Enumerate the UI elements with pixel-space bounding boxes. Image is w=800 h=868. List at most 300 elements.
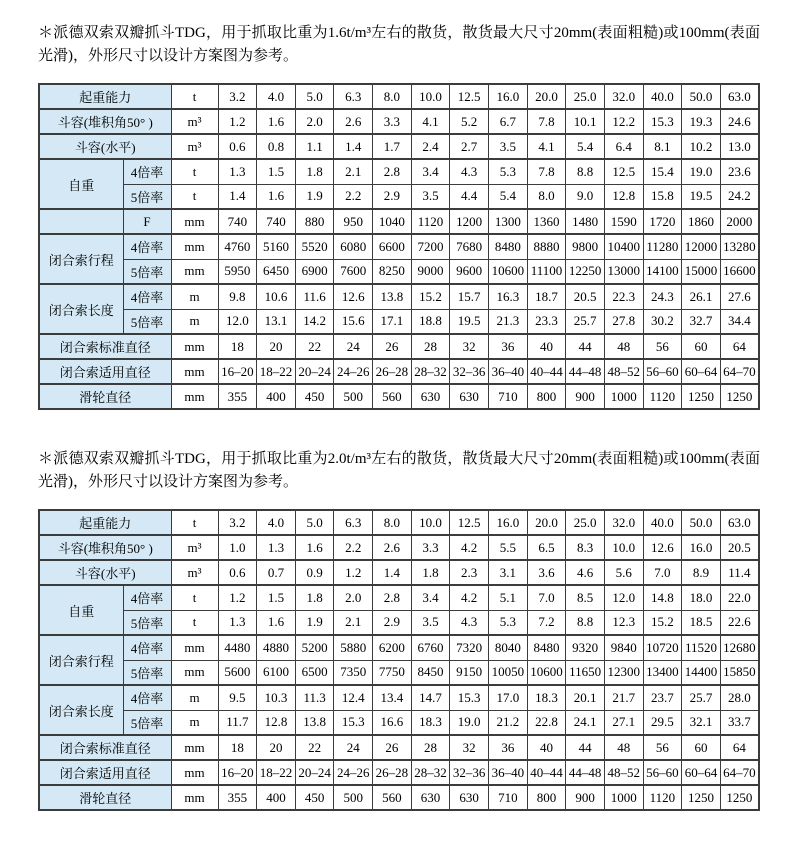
value-cell: 27.1 xyxy=(604,710,643,735)
value-cell: 450 xyxy=(295,384,334,409)
value-cell: 1.6 xyxy=(295,535,334,560)
value-cell: 1480 xyxy=(566,209,605,234)
value-cell: 9320 xyxy=(566,635,605,660)
value-cell: 20.5 xyxy=(720,535,759,560)
value-cell: 1.3 xyxy=(257,535,296,560)
value-cell: 9840 xyxy=(604,635,643,660)
table-row xyxy=(39,710,759,735)
value-cell: 29.5 xyxy=(643,710,682,735)
value-cell: 36 xyxy=(489,735,528,760)
value-cell: 0.8 xyxy=(257,134,296,159)
value-cell: 6600 xyxy=(373,234,412,259)
value-cell: 15000 xyxy=(682,259,721,284)
value-cell: 23.7 xyxy=(643,685,682,710)
value-cell: 8.5 xyxy=(566,585,605,610)
value-cell: 40–44 xyxy=(527,359,566,384)
value-cell: 27.8 xyxy=(604,309,643,334)
value-cell: 6.4 xyxy=(604,134,643,159)
value-cell: 21.2 xyxy=(489,710,528,735)
row-label: 闭合索行程 xyxy=(39,234,123,284)
value-cell: 1120 xyxy=(643,384,682,409)
value-cell: 12.8 xyxy=(604,184,643,209)
value-cell: 18.7 xyxy=(527,284,566,309)
value-cell: 12.5 xyxy=(450,84,489,109)
value-cell: 4.6 xyxy=(566,560,605,585)
value-cell: 19.0 xyxy=(450,710,489,735)
value-cell: 2.6 xyxy=(373,535,412,560)
value-cell: 60–64 xyxy=(682,760,721,785)
value-cell: 12.8 xyxy=(257,710,296,735)
value-cell: 4880 xyxy=(257,635,296,660)
value-cell: 4760 xyxy=(218,234,257,259)
value-cell: 8480 xyxy=(527,635,566,660)
value-cell: 1250 xyxy=(720,384,759,409)
value-cell: 15.7 xyxy=(450,284,489,309)
value-cell: 8450 xyxy=(411,660,450,685)
value-cell: 7200 xyxy=(411,234,450,259)
value-cell: 400 xyxy=(257,785,296,810)
value-cell: 5.4 xyxy=(566,134,605,159)
value-cell: 6100 xyxy=(257,660,296,685)
table-row xyxy=(39,610,759,635)
value-cell: 15.2 xyxy=(411,284,450,309)
value-cell: 9.8 xyxy=(218,284,257,309)
value-cell: 24–26 xyxy=(334,760,373,785)
value-cell: 3.4 xyxy=(411,585,450,610)
row-label: 闭合索标准直径 xyxy=(39,334,171,359)
value-cell: 6.7 xyxy=(489,109,528,134)
value-cell: 3.6 xyxy=(527,560,566,585)
value-cell: 1.8 xyxy=(411,560,450,585)
value-cell: 11650 xyxy=(566,660,605,685)
row-sub-label: F xyxy=(123,209,171,234)
unit-cell: m³ xyxy=(171,560,218,585)
intro-paragraph-2: ＊派德双索双瓣抓斗TDG，用于抓取比重为2.0t/m³左右的散货，散货最大尺寸20mm(表面粗糙)或100mm(表面光滑)，外形尺寸以设计方案图为参考。 xyxy=(38,451,760,490)
value-cell: 22.0 xyxy=(720,585,759,610)
value-cell: 11.6 xyxy=(295,284,334,309)
value-cell: 900 xyxy=(566,384,605,409)
value-cell: 13.4 xyxy=(373,685,412,710)
value-cell: 5200 xyxy=(295,635,334,660)
value-cell: 56–60 xyxy=(643,359,682,384)
value-cell: 48 xyxy=(604,735,643,760)
value-cell: 9150 xyxy=(450,660,489,685)
row-sub-label: 4倍率 xyxy=(123,159,171,184)
value-cell: 1.6 xyxy=(257,109,296,134)
value-cell: 560 xyxy=(373,384,412,409)
value-cell: 12.4 xyxy=(334,685,373,710)
unit-cell: mm xyxy=(171,660,218,685)
value-cell: 2.9 xyxy=(373,184,412,209)
table-row xyxy=(39,685,759,710)
value-cell: 9.5 xyxy=(218,685,257,710)
value-cell: 36 xyxy=(489,334,528,359)
value-cell: 23.6 xyxy=(720,159,759,184)
value-cell: 15.6 xyxy=(334,309,373,334)
value-cell: 19.5 xyxy=(682,184,721,209)
value-cell: 8.1 xyxy=(643,134,682,159)
value-cell: 25.7 xyxy=(566,309,605,334)
value-cell: 2.8 xyxy=(373,159,412,184)
value-cell: 14400 xyxy=(682,660,721,685)
table-row xyxy=(39,359,759,384)
row-sub-label: 4倍率 xyxy=(123,284,171,309)
value-cell: 6.3 xyxy=(334,510,373,535)
row-label: 起重能力 xyxy=(39,84,171,109)
value-cell: 6760 xyxy=(411,635,450,660)
table-row xyxy=(39,159,759,184)
value-cell: 6080 xyxy=(334,234,373,259)
value-cell: 1300 xyxy=(489,209,528,234)
value-cell: 13.0 xyxy=(720,134,759,159)
value-cell: 22 xyxy=(295,735,334,760)
value-cell: 8.0 xyxy=(373,84,412,109)
table-row xyxy=(39,635,759,660)
value-cell: 4480 xyxy=(218,635,257,660)
value-cell: 27.6 xyxy=(720,284,759,309)
unit-cell: mm xyxy=(171,384,218,409)
value-cell: 2.2 xyxy=(334,184,373,209)
value-cell: 1.9 xyxy=(295,610,334,635)
value-cell: 25.0 xyxy=(566,510,605,535)
unit-cell: m xyxy=(171,284,218,309)
value-cell: 32.7 xyxy=(682,309,721,334)
row-label: 闭合索长度 xyxy=(39,685,123,735)
value-cell: 32.0 xyxy=(604,84,643,109)
value-cell: 1200 xyxy=(450,209,489,234)
value-cell: 21.7 xyxy=(604,685,643,710)
row-label: 滑轮直径 xyxy=(39,785,171,810)
value-cell: 44 xyxy=(566,735,605,760)
row-label: 滑轮直径 xyxy=(39,384,171,409)
value-cell: 12680 xyxy=(720,635,759,660)
value-cell: 11.3 xyxy=(295,685,334,710)
value-cell: 5.4 xyxy=(489,184,528,209)
value-cell: 450 xyxy=(295,785,334,810)
value-cell: 64 xyxy=(720,334,759,359)
value-cell: 1.4 xyxy=(218,184,257,209)
value-cell: 7750 xyxy=(373,660,412,685)
value-cell: 21.3 xyxy=(489,309,528,334)
value-cell: 12.3 xyxy=(604,610,643,635)
value-cell: 1250 xyxy=(682,785,721,810)
value-cell: 20.1 xyxy=(566,685,605,710)
unit-cell: mm xyxy=(171,635,218,660)
row-sub-label: 5倍率 xyxy=(123,259,171,284)
value-cell: 24.1 xyxy=(566,710,605,735)
table-row xyxy=(39,735,759,760)
value-cell: 40–44 xyxy=(527,760,566,785)
table-row xyxy=(39,309,759,334)
value-cell: 32.0 xyxy=(604,510,643,535)
value-cell: 56–60 xyxy=(643,760,682,785)
value-cell: 12250 xyxy=(566,259,605,284)
value-cell: 3.1 xyxy=(489,560,528,585)
value-cell: 48 xyxy=(604,334,643,359)
value-cell: 4.0 xyxy=(257,510,296,535)
value-cell: 44–48 xyxy=(566,359,605,384)
value-cell: 20 xyxy=(257,334,296,359)
value-cell: 950 xyxy=(334,209,373,234)
value-cell: 14.2 xyxy=(295,309,334,334)
value-cell: 36–40 xyxy=(489,760,528,785)
value-cell: 15.3 xyxy=(643,109,682,134)
value-cell: 1000 xyxy=(604,785,643,810)
value-cell: 44 xyxy=(566,334,605,359)
value-cell: 5880 xyxy=(334,635,373,660)
value-cell: 8.8 xyxy=(566,610,605,635)
value-cell: 19.5 xyxy=(450,309,489,334)
value-cell: 710 xyxy=(489,785,528,810)
value-cell: 15.8 xyxy=(643,184,682,209)
value-cell: 710 xyxy=(489,384,528,409)
unit-cell: m xyxy=(171,309,218,334)
value-cell: 3.4 xyxy=(411,159,450,184)
value-cell: 17.0 xyxy=(489,685,528,710)
value-cell: 1.3 xyxy=(218,610,257,635)
value-cell: 3.5 xyxy=(411,610,450,635)
value-cell: 17.1 xyxy=(373,309,412,334)
value-cell: 16–20 xyxy=(218,359,257,384)
value-cell: 5600 xyxy=(218,660,257,685)
value-cell: 48–52 xyxy=(604,760,643,785)
value-cell: 560 xyxy=(373,785,412,810)
value-cell: 7.8 xyxy=(527,109,566,134)
value-cell: 32–36 xyxy=(450,760,489,785)
unit-cell: t xyxy=(171,159,218,184)
value-cell: 8480 xyxy=(489,234,528,259)
value-cell: 5950 xyxy=(218,259,257,284)
value-cell: 10.3 xyxy=(257,685,296,710)
table-row xyxy=(39,760,759,785)
value-cell: 1.8 xyxy=(295,159,334,184)
value-cell: 7350 xyxy=(334,660,373,685)
value-cell: 3.3 xyxy=(373,109,412,134)
value-cell: 8.3 xyxy=(566,535,605,560)
table-row xyxy=(39,134,759,159)
value-cell: 26 xyxy=(373,334,412,359)
value-cell: 13.1 xyxy=(257,309,296,334)
value-cell: 5.3 xyxy=(489,159,528,184)
value-cell: 11.4 xyxy=(720,560,759,585)
value-cell: 19.0 xyxy=(682,159,721,184)
value-cell: 25.7 xyxy=(682,685,721,710)
value-cell: 63.0 xyxy=(720,84,759,109)
unit-cell: t xyxy=(171,184,218,209)
value-cell: 3.3 xyxy=(411,535,450,560)
value-cell: 18.5 xyxy=(682,610,721,635)
value-cell: 3.2 xyxy=(218,510,257,535)
value-cell: 30.2 xyxy=(643,309,682,334)
row-label xyxy=(39,209,123,234)
table-row xyxy=(39,334,759,359)
unit-cell: m xyxy=(171,685,218,710)
value-cell: 22 xyxy=(295,334,334,359)
value-cell: 60 xyxy=(682,735,721,760)
table-row xyxy=(39,184,759,209)
value-cell: 22.6 xyxy=(720,610,759,635)
value-cell: 740 xyxy=(257,209,296,234)
value-cell: 5.2 xyxy=(450,109,489,134)
grab-spec-section-2 xyxy=(38,448,760,811)
value-cell: 8040 xyxy=(489,635,528,660)
row-label: 闭合索行程 xyxy=(39,635,123,685)
value-cell: 9600 xyxy=(450,259,489,284)
row-label: 自重 xyxy=(39,585,123,635)
grab-spec-section-1 xyxy=(38,22,760,410)
value-cell: 2.9 xyxy=(373,610,412,635)
value-cell: 8.0 xyxy=(373,510,412,535)
unit-cell: mm xyxy=(171,234,218,259)
value-cell: 15.3 xyxy=(334,710,373,735)
spec-table-2 xyxy=(38,509,760,811)
table-row xyxy=(39,585,759,610)
value-cell: 3.5 xyxy=(489,134,528,159)
row-label: 闭合索长度 xyxy=(39,284,123,334)
value-cell: 10.0 xyxy=(604,535,643,560)
value-cell: 11520 xyxy=(682,635,721,660)
value-cell: 14.7 xyxy=(411,685,450,710)
value-cell: 6200 xyxy=(373,635,412,660)
value-cell: 1.2 xyxy=(334,560,373,585)
row-label: 斗容(水平) xyxy=(39,134,171,159)
value-cell: 13000 xyxy=(604,259,643,284)
value-cell: 10600 xyxy=(489,259,528,284)
value-cell: 10050 xyxy=(489,660,528,685)
row-label: 斗容(堆积角50° ) xyxy=(39,535,171,560)
row-label: 自重 xyxy=(39,159,123,209)
value-cell: 18.3 xyxy=(527,685,566,710)
unit-cell: t xyxy=(171,585,218,610)
value-cell: 44–48 xyxy=(566,760,605,785)
unit-cell: m³ xyxy=(171,134,218,159)
value-cell: 40.0 xyxy=(643,84,682,109)
value-cell: 5520 xyxy=(295,234,334,259)
value-cell: 11100 xyxy=(527,259,566,284)
table-row xyxy=(39,510,759,535)
row-sub-label: 5倍率 xyxy=(123,610,171,635)
value-cell: 33.7 xyxy=(720,710,759,735)
value-cell: 50.0 xyxy=(682,510,721,535)
value-cell: 4.3 xyxy=(450,159,489,184)
value-cell: 1.4 xyxy=(334,134,373,159)
unit-cell: m xyxy=(171,710,218,735)
value-cell: 50.0 xyxy=(682,84,721,109)
value-cell: 28–32 xyxy=(411,760,450,785)
value-cell: 5.0 xyxy=(295,510,334,535)
value-cell: 5160 xyxy=(257,234,296,259)
value-cell: 20–24 xyxy=(295,760,334,785)
value-cell: 1.5 xyxy=(257,159,296,184)
value-cell: 15850 xyxy=(720,660,759,685)
value-cell: 1.2 xyxy=(218,585,257,610)
value-cell: 630 xyxy=(411,785,450,810)
value-cell: 10.6 xyxy=(257,284,296,309)
value-cell: 36–40 xyxy=(489,359,528,384)
value-cell: 18–22 xyxy=(257,359,296,384)
value-cell: 6900 xyxy=(295,259,334,284)
value-cell: 40 xyxy=(527,334,566,359)
unit-cell: mm xyxy=(171,760,218,785)
value-cell: 1.2 xyxy=(218,109,257,134)
value-cell: 4.2 xyxy=(450,535,489,560)
value-cell: 800 xyxy=(527,384,566,409)
value-cell: 2.1 xyxy=(334,159,373,184)
value-cell: 630 xyxy=(450,384,489,409)
value-cell: 12.6 xyxy=(334,284,373,309)
value-cell: 20.0 xyxy=(527,84,566,109)
value-cell: 8250 xyxy=(373,259,412,284)
value-cell: 10.0 xyxy=(411,84,450,109)
value-cell: 10400 xyxy=(604,234,643,259)
value-cell: 22.8 xyxy=(527,710,566,735)
value-cell: 12000 xyxy=(682,234,721,259)
value-cell: 1.6 xyxy=(257,184,296,209)
value-cell: 10600 xyxy=(527,660,566,685)
unit-cell: m³ xyxy=(171,109,218,134)
value-cell: 2.0 xyxy=(334,585,373,610)
table-row xyxy=(39,109,759,134)
value-cell: 56 xyxy=(643,735,682,760)
value-cell: 40 xyxy=(527,735,566,760)
value-cell: 23.3 xyxy=(527,309,566,334)
value-cell: 26.1 xyxy=(682,284,721,309)
value-cell: 14100 xyxy=(643,259,682,284)
value-cell: 6.3 xyxy=(334,84,373,109)
value-cell: 4.1 xyxy=(411,109,450,134)
value-cell: 2.0 xyxy=(295,109,334,134)
value-cell: 14.8 xyxy=(643,585,682,610)
value-cell: 26–28 xyxy=(373,760,412,785)
unit-cell: mm xyxy=(171,785,218,810)
value-cell: 24–26 xyxy=(334,359,373,384)
value-cell: 24.6 xyxy=(720,109,759,134)
value-cell: 48–52 xyxy=(604,359,643,384)
value-cell: 12.6 xyxy=(643,535,682,560)
value-cell: 16.3 xyxy=(489,284,528,309)
table-row xyxy=(39,209,759,234)
value-cell: 1.8 xyxy=(295,585,334,610)
value-cell: 1120 xyxy=(411,209,450,234)
value-cell: 20.0 xyxy=(527,510,566,535)
unit-cell: t xyxy=(171,510,218,535)
value-cell: 500 xyxy=(334,785,373,810)
row-label: 斗容(水平) xyxy=(39,560,171,585)
value-cell: 1720 xyxy=(643,209,682,234)
value-cell: 13400 xyxy=(643,660,682,685)
value-cell: 4.0 xyxy=(257,84,296,109)
value-cell: 16600 xyxy=(720,259,759,284)
value-cell: 28.0 xyxy=(720,685,759,710)
value-cell: 18.8 xyxy=(411,309,450,334)
row-label: 闭合索适用直径 xyxy=(39,760,171,785)
value-cell: 7.0 xyxy=(527,585,566,610)
value-cell: 1000 xyxy=(604,384,643,409)
value-cell: 7.0 xyxy=(643,560,682,585)
value-cell: 1360 xyxy=(527,209,566,234)
value-cell: 0.9 xyxy=(295,560,334,585)
value-cell: 18 xyxy=(218,735,257,760)
unit-cell: mm xyxy=(171,259,218,284)
value-cell: 1860 xyxy=(682,209,721,234)
value-cell: 4.4 xyxy=(450,184,489,209)
value-cell: 24 xyxy=(334,735,373,760)
value-cell: 0.6 xyxy=(218,560,257,585)
value-cell: 24.2 xyxy=(720,184,759,209)
table-row xyxy=(39,535,759,560)
value-cell: 1120 xyxy=(643,785,682,810)
value-cell: 13.8 xyxy=(295,710,334,735)
